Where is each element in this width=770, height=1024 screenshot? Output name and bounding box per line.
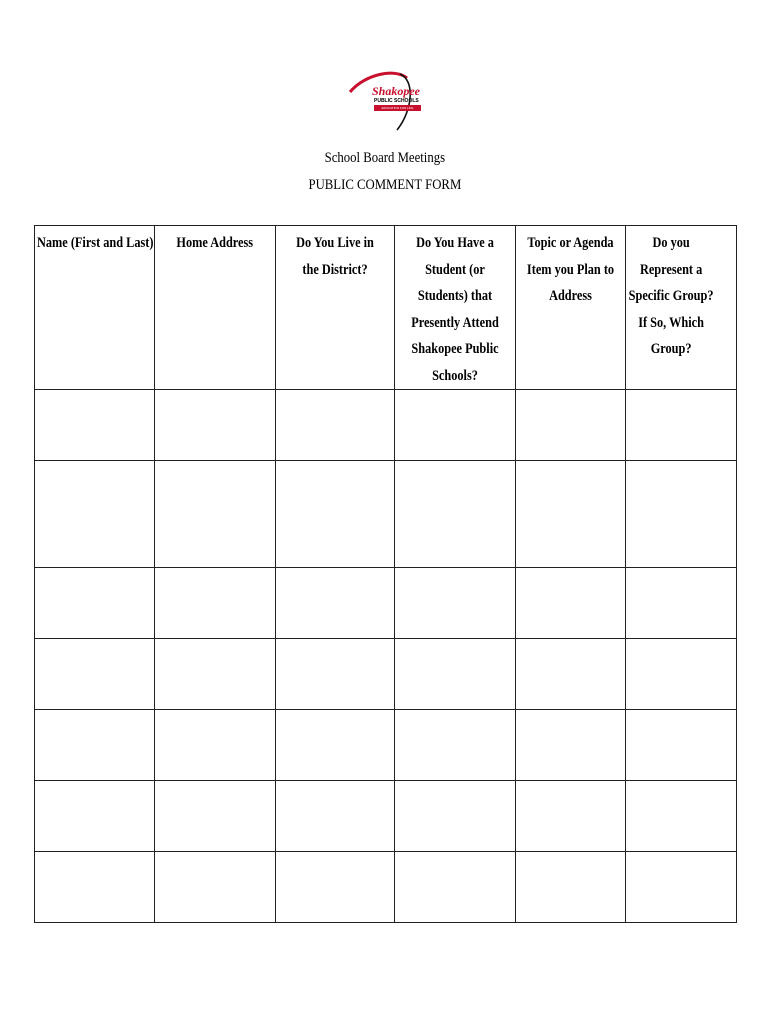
logo-tagline: EDUCATION FOR LIFE xyxy=(374,105,421,111)
district-cell[interactable] xyxy=(276,568,395,639)
table-row xyxy=(35,568,737,639)
group-cell[interactable] xyxy=(626,781,737,852)
district-cell[interactable] xyxy=(276,781,395,852)
topic-cell[interactable] xyxy=(516,568,626,639)
column-header-topic: Topic or Agenda Item you Plan to Address xyxy=(516,226,626,390)
district-cell[interactable] xyxy=(276,710,395,781)
address-cell[interactable] xyxy=(155,710,276,781)
column-header-name: Name (First and Last) xyxy=(35,226,155,390)
student-cell[interactable] xyxy=(395,461,516,568)
group-cell[interactable] xyxy=(626,639,737,710)
column-header-home-address: Home Address xyxy=(155,226,276,390)
student-cell[interactable] xyxy=(395,639,516,710)
name-cell[interactable] xyxy=(35,852,155,923)
topic-cell[interactable] xyxy=(516,710,626,781)
logo-wordmark: Shakopee xyxy=(372,84,420,98)
name-cell[interactable] xyxy=(35,568,155,639)
school-district-logo xyxy=(345,70,430,134)
topic-cell[interactable] xyxy=(516,639,626,710)
address-cell[interactable] xyxy=(155,639,276,710)
table-row xyxy=(35,639,737,710)
meeting-title xyxy=(0,150,770,167)
group-cell[interactable] xyxy=(626,568,737,639)
district-cell[interactable] xyxy=(276,852,395,923)
table-row xyxy=(35,461,737,568)
public-comment-table xyxy=(34,225,737,923)
student-cell[interactable] xyxy=(395,390,516,461)
column-header-represent-group: Do you Represent a Specific Group? If So, Which Group? xyxy=(626,226,737,390)
student-cell[interactable] xyxy=(395,568,516,639)
table-row xyxy=(35,390,737,461)
group-cell[interactable] xyxy=(626,710,737,781)
topic-cell[interactable] xyxy=(516,781,626,852)
name-cell[interactable] xyxy=(35,781,155,852)
address-cell[interactable] xyxy=(155,390,276,461)
group-cell[interactable] xyxy=(626,852,737,923)
name-cell[interactable] xyxy=(35,639,155,710)
district-cell[interactable] xyxy=(276,390,395,461)
address-cell[interactable] xyxy=(155,461,276,568)
district-cell[interactable] xyxy=(276,461,395,568)
name-cell[interactable] xyxy=(35,461,155,568)
name-cell[interactable] xyxy=(35,390,155,461)
column-header-live-in-district: Do You Live in the District? xyxy=(276,226,395,390)
column-header-student-attends: Do You Have a Student (or Students) that Presently Attend Shakopee Public Schools? xyxy=(395,226,516,390)
topic-cell[interactable] xyxy=(516,390,626,461)
address-cell[interactable] xyxy=(155,852,276,923)
form-title-text: PUBLIC COMMENT FORM xyxy=(308,177,462,193)
meeting-title-text: School Board Meetings xyxy=(324,150,446,166)
name-cell[interactable] xyxy=(35,710,155,781)
topic-cell[interactable] xyxy=(516,461,626,568)
address-cell[interactable] xyxy=(155,568,276,639)
table-row xyxy=(35,710,737,781)
student-cell[interactable] xyxy=(395,710,516,781)
group-cell[interactable] xyxy=(626,461,737,568)
form-title xyxy=(0,177,770,194)
group-cell[interactable] xyxy=(626,390,737,461)
table-row xyxy=(35,781,737,852)
table-header-row xyxy=(35,226,737,390)
topic-cell[interactable] xyxy=(516,852,626,923)
address-cell[interactable] xyxy=(155,781,276,852)
logo-subtitle: PUBLIC SCHOOLS xyxy=(374,98,419,104)
student-cell[interactable] xyxy=(395,852,516,923)
student-cell[interactable] xyxy=(395,781,516,852)
table-row xyxy=(35,852,737,923)
district-cell[interactable] xyxy=(276,639,395,710)
